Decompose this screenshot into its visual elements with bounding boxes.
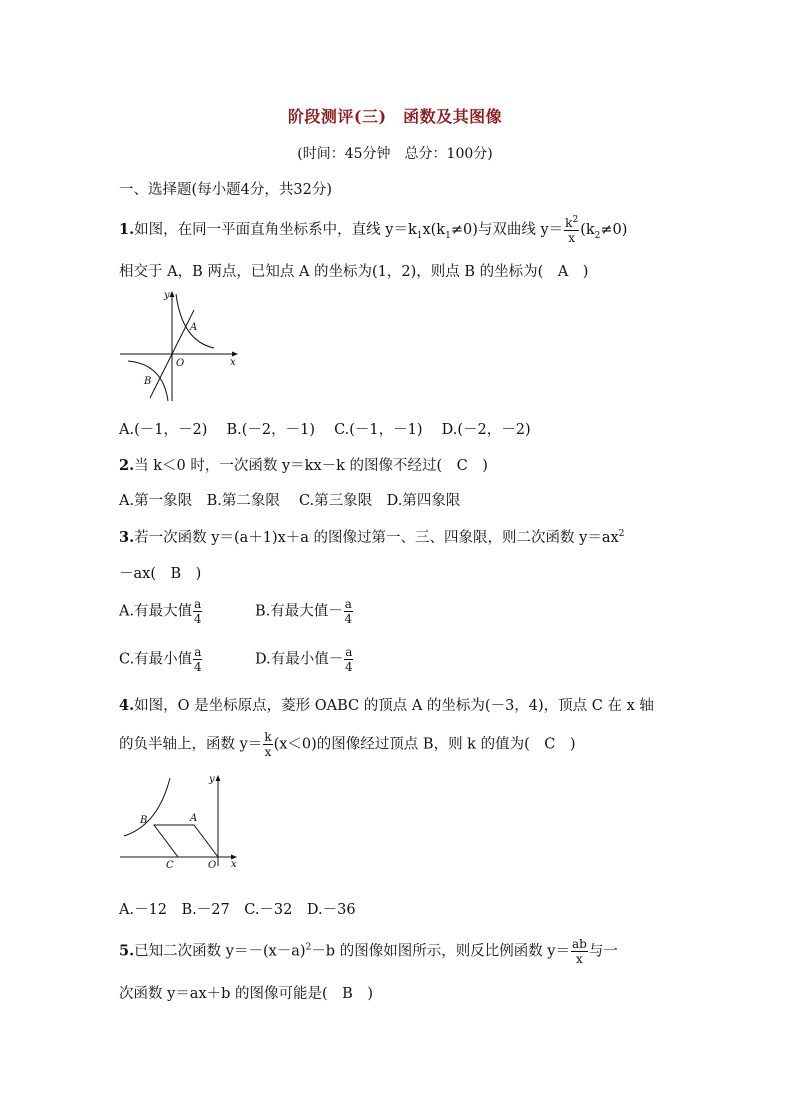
question-2-options: A.第一象限 B.第二象限 C.第三象限 D.第四象限 — [119, 493, 461, 509]
point-b-label: B — [144, 376, 152, 387]
point-a-label: A — [190, 322, 198, 333]
question-number: 2. — [119, 457, 135, 474]
q3-text: 若一次函数 y＝(a＋1)x＋a 的图像过第一、三、四象限，则二次函数 y＝ax — [134, 530, 619, 546]
fraction-numerator — [564, 216, 579, 231]
question-1-text — [119, 216, 627, 244]
question-5-line2: 次函数 y＝ax＋b 的图像可能是( B ) — [119, 986, 373, 1002]
rhombus-oabc — [154, 825, 218, 857]
point-b-label: B — [140, 815, 148, 826]
fraction-numerator: a — [194, 597, 202, 611]
fraction — [263, 731, 272, 758]
question-4-line2 — [119, 731, 576, 758]
fraction — [571, 938, 588, 965]
superscript: 2 — [572, 215, 579, 225]
option-b-text: B.有最大值－ — [255, 603, 343, 620]
q1-text-c: ≠0)与双曲线 y＝ — [450, 222, 564, 238]
q3-option-c — [119, 646, 203, 673]
question-4-text — [119, 694, 654, 715]
q3-option-a — [119, 598, 203, 625]
question-number: 4. — [119, 697, 135, 714]
fraction-denominator: 4 — [193, 612, 202, 626]
fraction-numerator: a — [344, 597, 352, 611]
y-axis-arrow — [170, 291, 175, 297]
q1-text-b: x(k — [422, 222, 446, 238]
superscript: 2 — [618, 529, 625, 540]
q5-text-a: 已知二次函数 y＝－(x－a) — [134, 943, 306, 960]
option-a-text: A.有最大值 — [119, 603, 193, 620]
fraction — [344, 598, 353, 625]
q1-figure — [118, 286, 243, 406]
question-2-text — [119, 454, 488, 475]
q4-line2-b: (x＜0)的图像经过顶点 B，则 k 的值为( C ) — [273, 736, 576, 753]
fraction-denominator: x — [568, 231, 576, 245]
y-axis-arrow — [216, 775, 221, 781]
x-axis-arrow — [232, 352, 238, 357]
fraction-denominator: 4 — [193, 660, 202, 674]
subscript: 1 — [445, 230, 451, 241]
question-number: 3. — [119, 529, 135, 546]
question-1-options: A.(－1，－2) B.(－2，－1) C.(－1，－1) D.(－2，－2) — [119, 422, 531, 438]
origin-label: O — [208, 860, 217, 870]
question-number: 1. — [119, 221, 135, 238]
q5-text-b: －b 的图像如图所示，则反比例函数 y＝ — [311, 943, 571, 960]
fraction-denominator: 4 — [344, 660, 353, 674]
fraction-numerator: ab — [572, 937, 587, 951]
q4-text: 如图，O 是坐标原点，菱形 OABC 的顶点 A 的坐标为(－3，4)，顶点 C 在 x 轴 — [134, 698, 654, 714]
point-c-label: C — [166, 860, 174, 870]
superscript: 2 — [305, 942, 312, 953]
option-d-text: D.有最小值－ — [255, 651, 344, 668]
subscript: 2 — [594, 230, 601, 241]
fraction — [344, 646, 353, 673]
y-label: y — [164, 290, 170, 301]
q1-text-e: ≠0) — [600, 222, 628, 238]
question-1-line2: 相交于 A，B 两点，已知点 A 的坐标为(1，2)，则点 B 的坐标为( A ) — [119, 264, 589, 280]
q4-line2-a: 的负半轴上，函数 y＝ — [119, 736, 263, 753]
q4-figure — [118, 770, 248, 870]
fraction — [564, 216, 579, 244]
question-3-line2: －ax( B ) — [119, 566, 202, 582]
q2-text: 当 k＜0 时，一次函数 y＝kx－k 的图像不经过( C ) — [134, 458, 488, 474]
page-title: 阶段测评(三) 函数及其图像 — [287, 107, 503, 126]
fraction-numerator: a — [345, 645, 353, 659]
point-a-label: A — [190, 813, 198, 824]
origin-label: O — [176, 358, 185, 369]
question-number: 5. — [119, 942, 135, 960]
hyperbola-curve — [124, 778, 170, 836]
q3-option-b — [255, 598, 354, 625]
fraction-numerator: a — [194, 645, 202, 659]
option-c-text: C.有最小值 — [119, 651, 193, 668]
q5-text-c: 与一 — [588, 943, 618, 960]
q1-text-d: (k — [580, 222, 595, 238]
fraction — [193, 646, 202, 673]
question-5-text — [119, 938, 618, 965]
numerator-k: k — [565, 216, 573, 230]
q1-text-a: 如图，在同一平面直角坐标系中，直线 y＝k — [134, 222, 417, 238]
question-4-options: A.－12 B.－27 C.－32 D.－36 — [119, 902, 356, 918]
question-3-text — [119, 526, 624, 547]
fraction-denominator: 4 — [344, 612, 353, 626]
fraction-numerator: k — [264, 730, 272, 744]
y-label: y — [209, 774, 215, 785]
fraction — [193, 598, 202, 625]
section-heading: 一、选择题(每小题4分，共32分) — [119, 182, 332, 198]
exam-info: (时间：45分钟 总分：100分) — [297, 146, 493, 162]
hyperbola-branch-1 — [176, 294, 214, 348]
fraction-denominator: x — [264, 745, 272, 759]
q3-option-d — [255, 646, 354, 673]
fraction-denominator: x — [576, 952, 583, 966]
subscript: 1 — [416, 230, 423, 241]
x-label: x — [231, 859, 237, 870]
x-label: x — [230, 357, 236, 368]
